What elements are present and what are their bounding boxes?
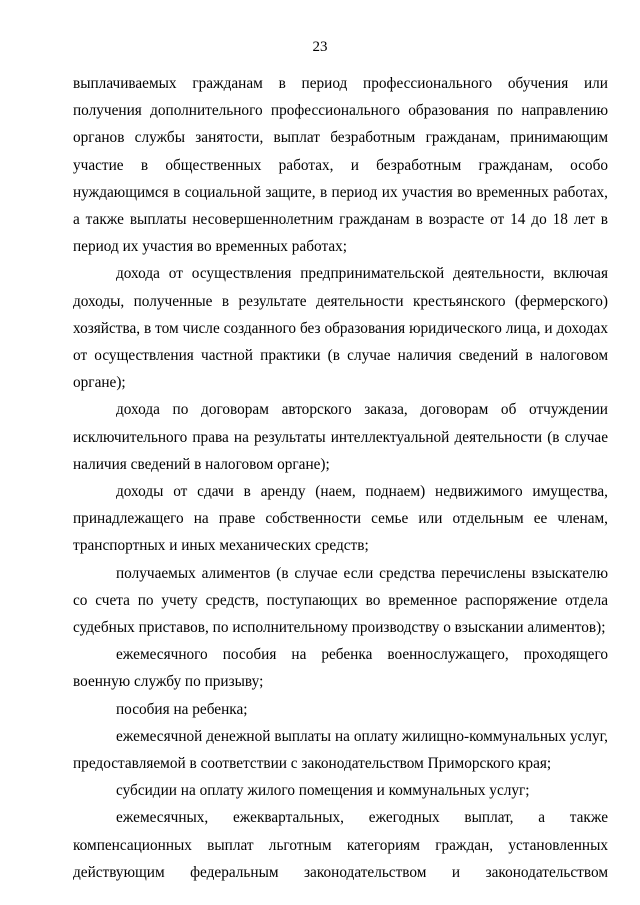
paragraph-benefit-payments: ежемесячных, ежеквартальных, ежегодных выплат, а также компенсационных выплат льготным категориям граждан, установленных действующим федеральным законодательством и законодательством [73,809,608,881]
paragraph-continuation: выплачиваемых гражданам в период профессионального обучения или получения дополнительного профессионального образования по направлению органов службы занятости, выплат безработным гражданам, принимающим участие в общественных работах, и безработным гражданам, особо нуждающимся в социальной защите, в период их участия во временных работах, а также выплаты несовершеннолетним гражданам в возрасте от 14 до 18 лет в период их участия во временных работах; [73,75,608,256]
paragraph-alimony: получаемых алиментов (в случае если средства перечислены взыскателю со счета по учету средств, поступающих во временное распоряжение отдела судебных приставов, по исполнительному производству о взыскании алиментов); [73,564,608,637]
paragraph-housing-subsidy: субсидии на оплату жилого помещения и коммунальных услуг; [116,782,530,800]
paragraph-military-child-allowance: ежемесячного пособия на ребенка военнослужащего, проходящего военную службу по призыву; [73,646,608,691]
document-body [73,70,608,886]
paragraph-author-contracts: дохода по договорам авторского заказа, договорам об отчуждении исключительного права на результаты интеллектуальной деятельности (в случае наличия сведений в налоговом органе); [73,401,608,473]
page-number: 23 [312,39,328,55]
paragraph-entrepreneurial-income: дохода от осуществления предпринимательской деятельности, включая доходы, полученные в результате деятельности крестьянского (фермерского) хозяйства, в том числе созданного без образования юридического лица, и доходах от осуществления частной практики (в случае наличия сведений в налоговом органе); [73,265,608,392]
paragraph-utility-payment: ежемесячной денежной выплаты на оплату жилищно-коммунальных услуг, предоставляемой в соответствии с законодательством Приморского края; [73,727,608,773]
paragraph-rental-income: доходы от сдачи в аренду (наем, поднаем) недвижимого имущества, принадлежащего на праве собственности семье или отдельным ее членам, транспортных и иных механических средств; [73,483,608,555]
paragraph-child-allowance: пособия на ребенка; [116,700,248,718]
